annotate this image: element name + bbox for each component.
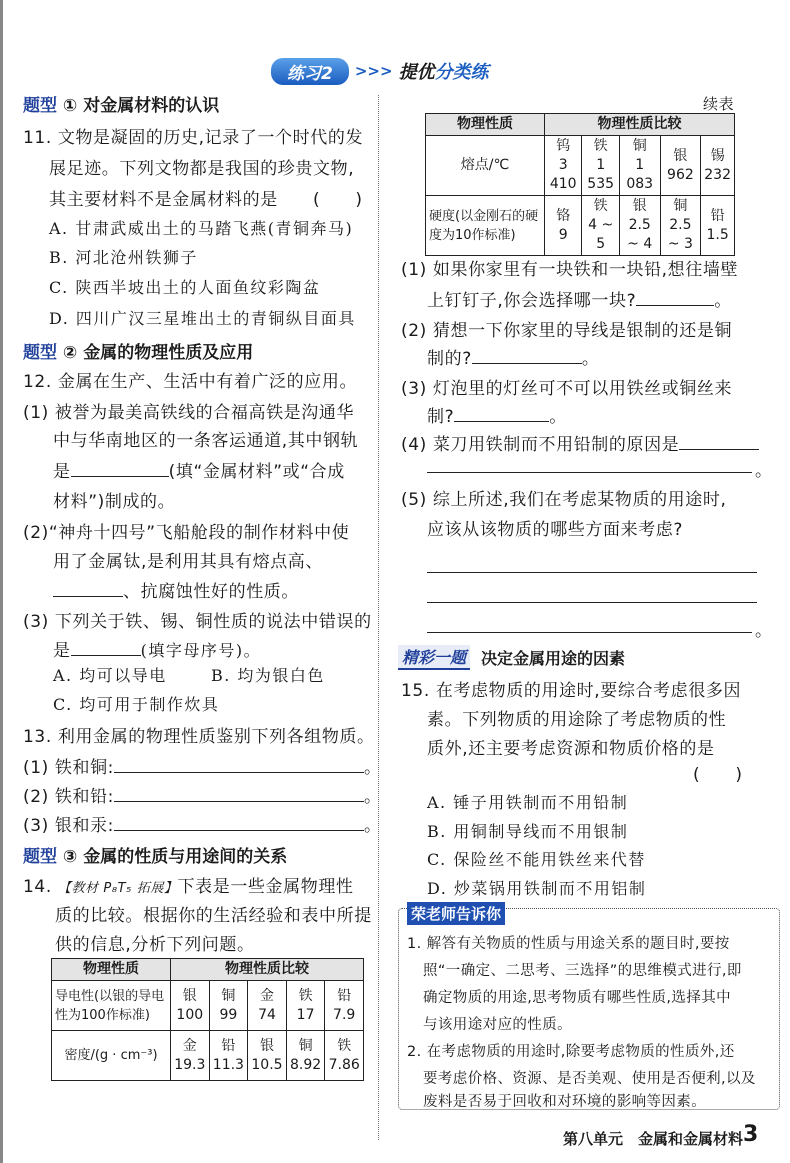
- q11-line: 其主要材料不是金属材料的是 ( ): [49, 190, 363, 210]
- q13-part: (1) 铁和铜: 。: [23, 758, 382, 778]
- q14-sub-line: (1) 如果你家里有一块铁和一块铅,想往墙壁: [401, 260, 739, 280]
- header-cell: 物理性质: [52, 959, 171, 981]
- section-heading-1: [23, 91, 219, 116]
- q14-line: 质的比较。根据你的生活经验和表中所提: [55, 906, 372, 926]
- q11-option-d: D. 四川广汉三星堆出土的青铜纵目面具: [49, 309, 356, 328]
- answer-blank[interactable]: [636, 291, 714, 306]
- cell: [171, 1031, 210, 1081]
- tip-line: 与该用途对应的性质。: [423, 1017, 572, 1033]
- metal: 铅: [337, 987, 352, 1004]
- unit-footer: 第八单元 金属和金属材料: [563, 1130, 744, 1148]
- cell: [171, 981, 210, 1031]
- q12-line: 用了金属钛,是利用其具有熔点高、: [53, 552, 324, 572]
- cell: [545, 196, 582, 256]
- answer-blank[interactable]: [427, 588, 757, 603]
- q12-option-c: C. 均可用于制作炊具: [53, 695, 220, 714]
- q12-text: (填字母序号)。: [140, 641, 262, 660]
- cell: [660, 196, 701, 256]
- cell: [286, 981, 325, 1031]
- page-number: 3: [743, 1122, 759, 1147]
- value: 232: [704, 166, 731, 183]
- q12-line: [53, 457, 345, 482]
- value: 1 083: [626, 157, 654, 192]
- cell: [660, 136, 701, 196]
- period: 。: [755, 461, 773, 481]
- chevrons-icon: >>>: [354, 62, 393, 80]
- value: 7.86: [328, 1056, 360, 1073]
- q12-line: [53, 636, 261, 661]
- value: 17: [296, 1006, 315, 1023]
- metal: 铅: [710, 207, 725, 224]
- value: 100: [176, 1006, 204, 1023]
- cell: [248, 981, 287, 1031]
- q14-sub-line: 制的? 。: [427, 349, 600, 369]
- tip-line: 照“一确定、二思考、三选择”的思维模式进行,即: [423, 963, 742, 979]
- value: 3 410: [549, 157, 577, 192]
- metal: 金: [182, 1037, 197, 1054]
- q14-text: 下表是一些金属物理性: [177, 877, 354, 897]
- q13-line: 13. 利用金属的物理性质鉴别下列各组物质。: [23, 727, 375, 747]
- cell: [701, 136, 735, 196]
- q15-option-d: D. 炒菜锅用铁制而不用铝制: [427, 879, 647, 898]
- header-cell: 物理性质比较: [171, 959, 364, 981]
- metal: 金: [259, 987, 274, 1004]
- row-label: 熔点/℃: [426, 136, 545, 196]
- answer-blank[interactable]: [71, 462, 169, 477]
- q13-part: (3) 银和汞: 。: [23, 816, 382, 836]
- q15-line: 素。下列物质的用途除了考虑物质的性: [427, 710, 727, 730]
- section-number: ③: [62, 847, 78, 867]
- highlight-title: 决定金属用途的因素: [481, 649, 626, 668]
- row-label: 导电性(以银的导电性为100作标准): [52, 981, 171, 1031]
- q13-text: (2) 铁和铅:: [23, 787, 115, 807]
- metal: 铜: [298, 1037, 313, 1054]
- header-cell: 物理性质比较: [545, 114, 735, 136]
- metal: 铜: [673, 198, 688, 214]
- metal: 铁: [337, 1037, 352, 1054]
- q12-text: 是: [53, 462, 71, 482]
- cell: [619, 196, 660, 256]
- tip-line: 废料是否易于回收和对环境的影响等因素。: [423, 1094, 707, 1110]
- q15-option-c: C. 保险丝不能用铁丝来代替: [427, 850, 646, 869]
- answer-blank[interactable]: [472, 349, 582, 364]
- value: 962: [667, 166, 694, 183]
- section-heading-3: [23, 842, 287, 867]
- value: 9: [558, 226, 568, 243]
- q14-sub-line: 上钉钉子,你会选择哪一块? 。: [427, 291, 732, 311]
- section-banner: [271, 58, 489, 84]
- q15-option-b: B. 用铜制导线而不用银制: [427, 822, 629, 841]
- cell: [248, 1031, 287, 1081]
- section-number: ①: [62, 96, 78, 116]
- metal: 铜: [632, 138, 647, 154]
- section-tag: 题型: [23, 96, 57, 116]
- metal: 银: [673, 147, 688, 164]
- section-tag: 题型: [23, 343, 57, 363]
- answer-blank[interactable]: [427, 618, 752, 633]
- q11-option-c: C. 陕西半坡出土的人面鱼纹彩陶盆: [49, 278, 321, 297]
- value: 4 ~ 5: [588, 217, 614, 252]
- q14-sub-line: (3) 灯泡里的灯丝可不可以用铁丝或铜丝来: [401, 379, 733, 399]
- q11-option-b: B. 河北沧州铁狮子: [49, 248, 198, 267]
- section-tag: 题型: [23, 847, 57, 867]
- banner-title-plain: 提优: [398, 62, 435, 83]
- q14-sub-line: (2) 猜想一下你家里的导线是银制的还是铜: [401, 321, 733, 341]
- q13-text: (1) 铁和铜:: [23, 758, 115, 778]
- q14-text: 上钉钉子,你会选择哪一块?: [427, 291, 637, 311]
- cell: [209, 1031, 248, 1081]
- answer-blank[interactable]: [454, 407, 549, 422]
- value: 1 535: [587, 157, 615, 192]
- header-cell: 物理性质: [426, 114, 545, 136]
- metal-properties-table: [51, 958, 364, 1081]
- q11-line: 展足迹。下列文物都是我国的珍贵文物,: [49, 159, 355, 179]
- column-divider: [378, 95, 379, 1140]
- answer-blank[interactable]: [71, 641, 141, 656]
- tip-line: 2. 在考虑物质的用途时,除要考虑物质的性质外,还: [407, 1044, 735, 1060]
- q12-option-b: B. 均为银白色: [211, 666, 325, 685]
- answer-blank[interactable]: [427, 558, 757, 573]
- section-heading-2: [23, 338, 253, 363]
- cell: [701, 196, 735, 256]
- tip-line: 1. 解答有关物质的性质与用途关系的题目时,要按: [407, 936, 730, 952]
- q12-option-a: A. 均可以导电: [53, 666, 167, 685]
- q12-line: (3) 下列关于铁、锡、铜性质的说法中错误的: [23, 612, 372, 632]
- q12-line: 12. 金属在生产、生活中有着广泛的应用。: [23, 372, 358, 392]
- value: 74: [258, 1006, 276, 1023]
- q11-line: 11. 文物是凝固的历史,记录了一个时代的发: [23, 128, 364, 148]
- teacher-tips-tag: 荣老师告诉你: [407, 902, 505, 925]
- q12-text: 、抗腐蚀性好的性质。: [123, 582, 299, 602]
- q13-part: (2) 铁和铅: 。: [23, 787, 382, 807]
- value: 8.92: [289, 1056, 322, 1073]
- section-title: 对金属材料的认识: [83, 96, 220, 116]
- q14-line: 供的信息,分析下列问题。: [55, 935, 255, 955]
- cell: [619, 136, 660, 196]
- q12-line: 中与华南地区的一条客运通道,其中钢轨: [53, 431, 359, 451]
- q15-line: 15. 在考虑物质的用途时,要综合考虑很多因: [401, 681, 742, 701]
- period: 。: [755, 621, 773, 641]
- value: 1.5: [706, 226, 729, 243]
- value: 2.5 ~ 4: [627, 217, 653, 252]
- cell: [582, 196, 619, 256]
- q12-line: [53, 577, 299, 602]
- answer-blank[interactable]: [114, 758, 364, 773]
- answer-blank[interactable]: [53, 582, 123, 597]
- q12-text: (填“金属材料”或“合成: [168, 462, 345, 482]
- answer-blank[interactable]: [114, 787, 364, 802]
- q14-sub-line: [401, 430, 759, 455]
- answer-blank[interactable]: [679, 435, 759, 450]
- metal: 钨: [556, 138, 571, 154]
- metal: 银: [632, 198, 647, 214]
- value: 99: [219, 1006, 238, 1023]
- row-label: 密度/(g · cm⁻³): [52, 1031, 171, 1081]
- q11-option-a: A. 甘肃武威出土的马踏飞燕(青铜奔马): [49, 219, 354, 238]
- value: 10.5: [251, 1056, 283, 1073]
- q12-line: 材料”)制成的。: [53, 492, 176, 512]
- cell: [286, 1031, 325, 1081]
- section-title: 金属的性质与用途间的关系: [83, 847, 288, 867]
- q14-source: 【教材 P₈T₅ 拓展】: [57, 881, 178, 896]
- highlight-tag: 精彩一题: [398, 645, 470, 670]
- q14-text: 制的?: [427, 349, 472, 369]
- section-number: ②: [62, 343, 78, 363]
- q15-option-a: A. 锤子用铁制而不用铅制: [427, 793, 629, 812]
- metal: 铁: [593, 138, 608, 154]
- banner-title-accent: 分类练: [434, 62, 489, 83]
- value: 19.3: [174, 1056, 206, 1073]
- cell: [325, 1031, 364, 1081]
- metal: 银: [182, 987, 197, 1004]
- q12-text: 是: [53, 641, 71, 661]
- metal: 铬: [556, 207, 571, 224]
- q14-sub-line: 制? 。: [427, 407, 567, 427]
- answer-blank[interactable]: [427, 458, 752, 473]
- value: 2.5 ~ 3: [667, 217, 693, 252]
- row-label: 硬度(以金刚石的硬度为10作标准): [426, 196, 545, 256]
- tip-line: 确定物质的用途,思考物质有哪些性质,选择其中: [423, 990, 732, 1006]
- q14-number: 14.: [23, 877, 52, 897]
- answer-bracket[interactable]: ( ): [693, 765, 743, 785]
- q14-sub-line: (5) 综上所述,我们在考虑某物质的用途时,: [401, 490, 727, 510]
- metal: 银: [259, 1037, 274, 1054]
- exercise-label: 练习2: [271, 58, 349, 85]
- q15-line: 质外,还主要考虑资源和物质价格的是: [427, 739, 715, 759]
- metal: 铜: [221, 987, 236, 1004]
- metal: 铁: [298, 987, 313, 1004]
- cell: [545, 136, 582, 196]
- metal: 铅: [221, 1037, 236, 1054]
- metal-properties-table-continued: [425, 113, 735, 256]
- metal: 铁: [593, 198, 608, 214]
- metal: 锡: [710, 147, 725, 164]
- cell: [325, 981, 364, 1031]
- q12-line: (1) 被誉为最美高铁线的合福高铁是沟通华: [23, 403, 355, 423]
- value: 11.3: [212, 1056, 244, 1073]
- q14-sub-line: 应该从该物质的哪些方面来考虑?: [427, 520, 684, 540]
- value: 7.9: [333, 1006, 356, 1023]
- q14-line: [23, 872, 354, 897]
- continued-label: 续表: [703, 95, 735, 113]
- q13-text: (3) 银和汞:: [23, 816, 115, 836]
- cell: [209, 981, 248, 1031]
- tip-line: 要考虑价格、资源、是否美观、使用是否便利,以及: [423, 1071, 756, 1087]
- banner-title: [399, 58, 489, 84]
- q14-text: 制?: [427, 407, 455, 427]
- answer-blank[interactable]: [114, 816, 364, 831]
- section-title: 金属的物理性质及应用: [83, 343, 254, 363]
- cell: [582, 136, 619, 196]
- q12-line: (2)“神舟十四号”飞船舱段的制作材料中使: [23, 523, 350, 543]
- q14-text: (4) 菜刀用铁制而不用铅制的原因是: [401, 435, 680, 455]
